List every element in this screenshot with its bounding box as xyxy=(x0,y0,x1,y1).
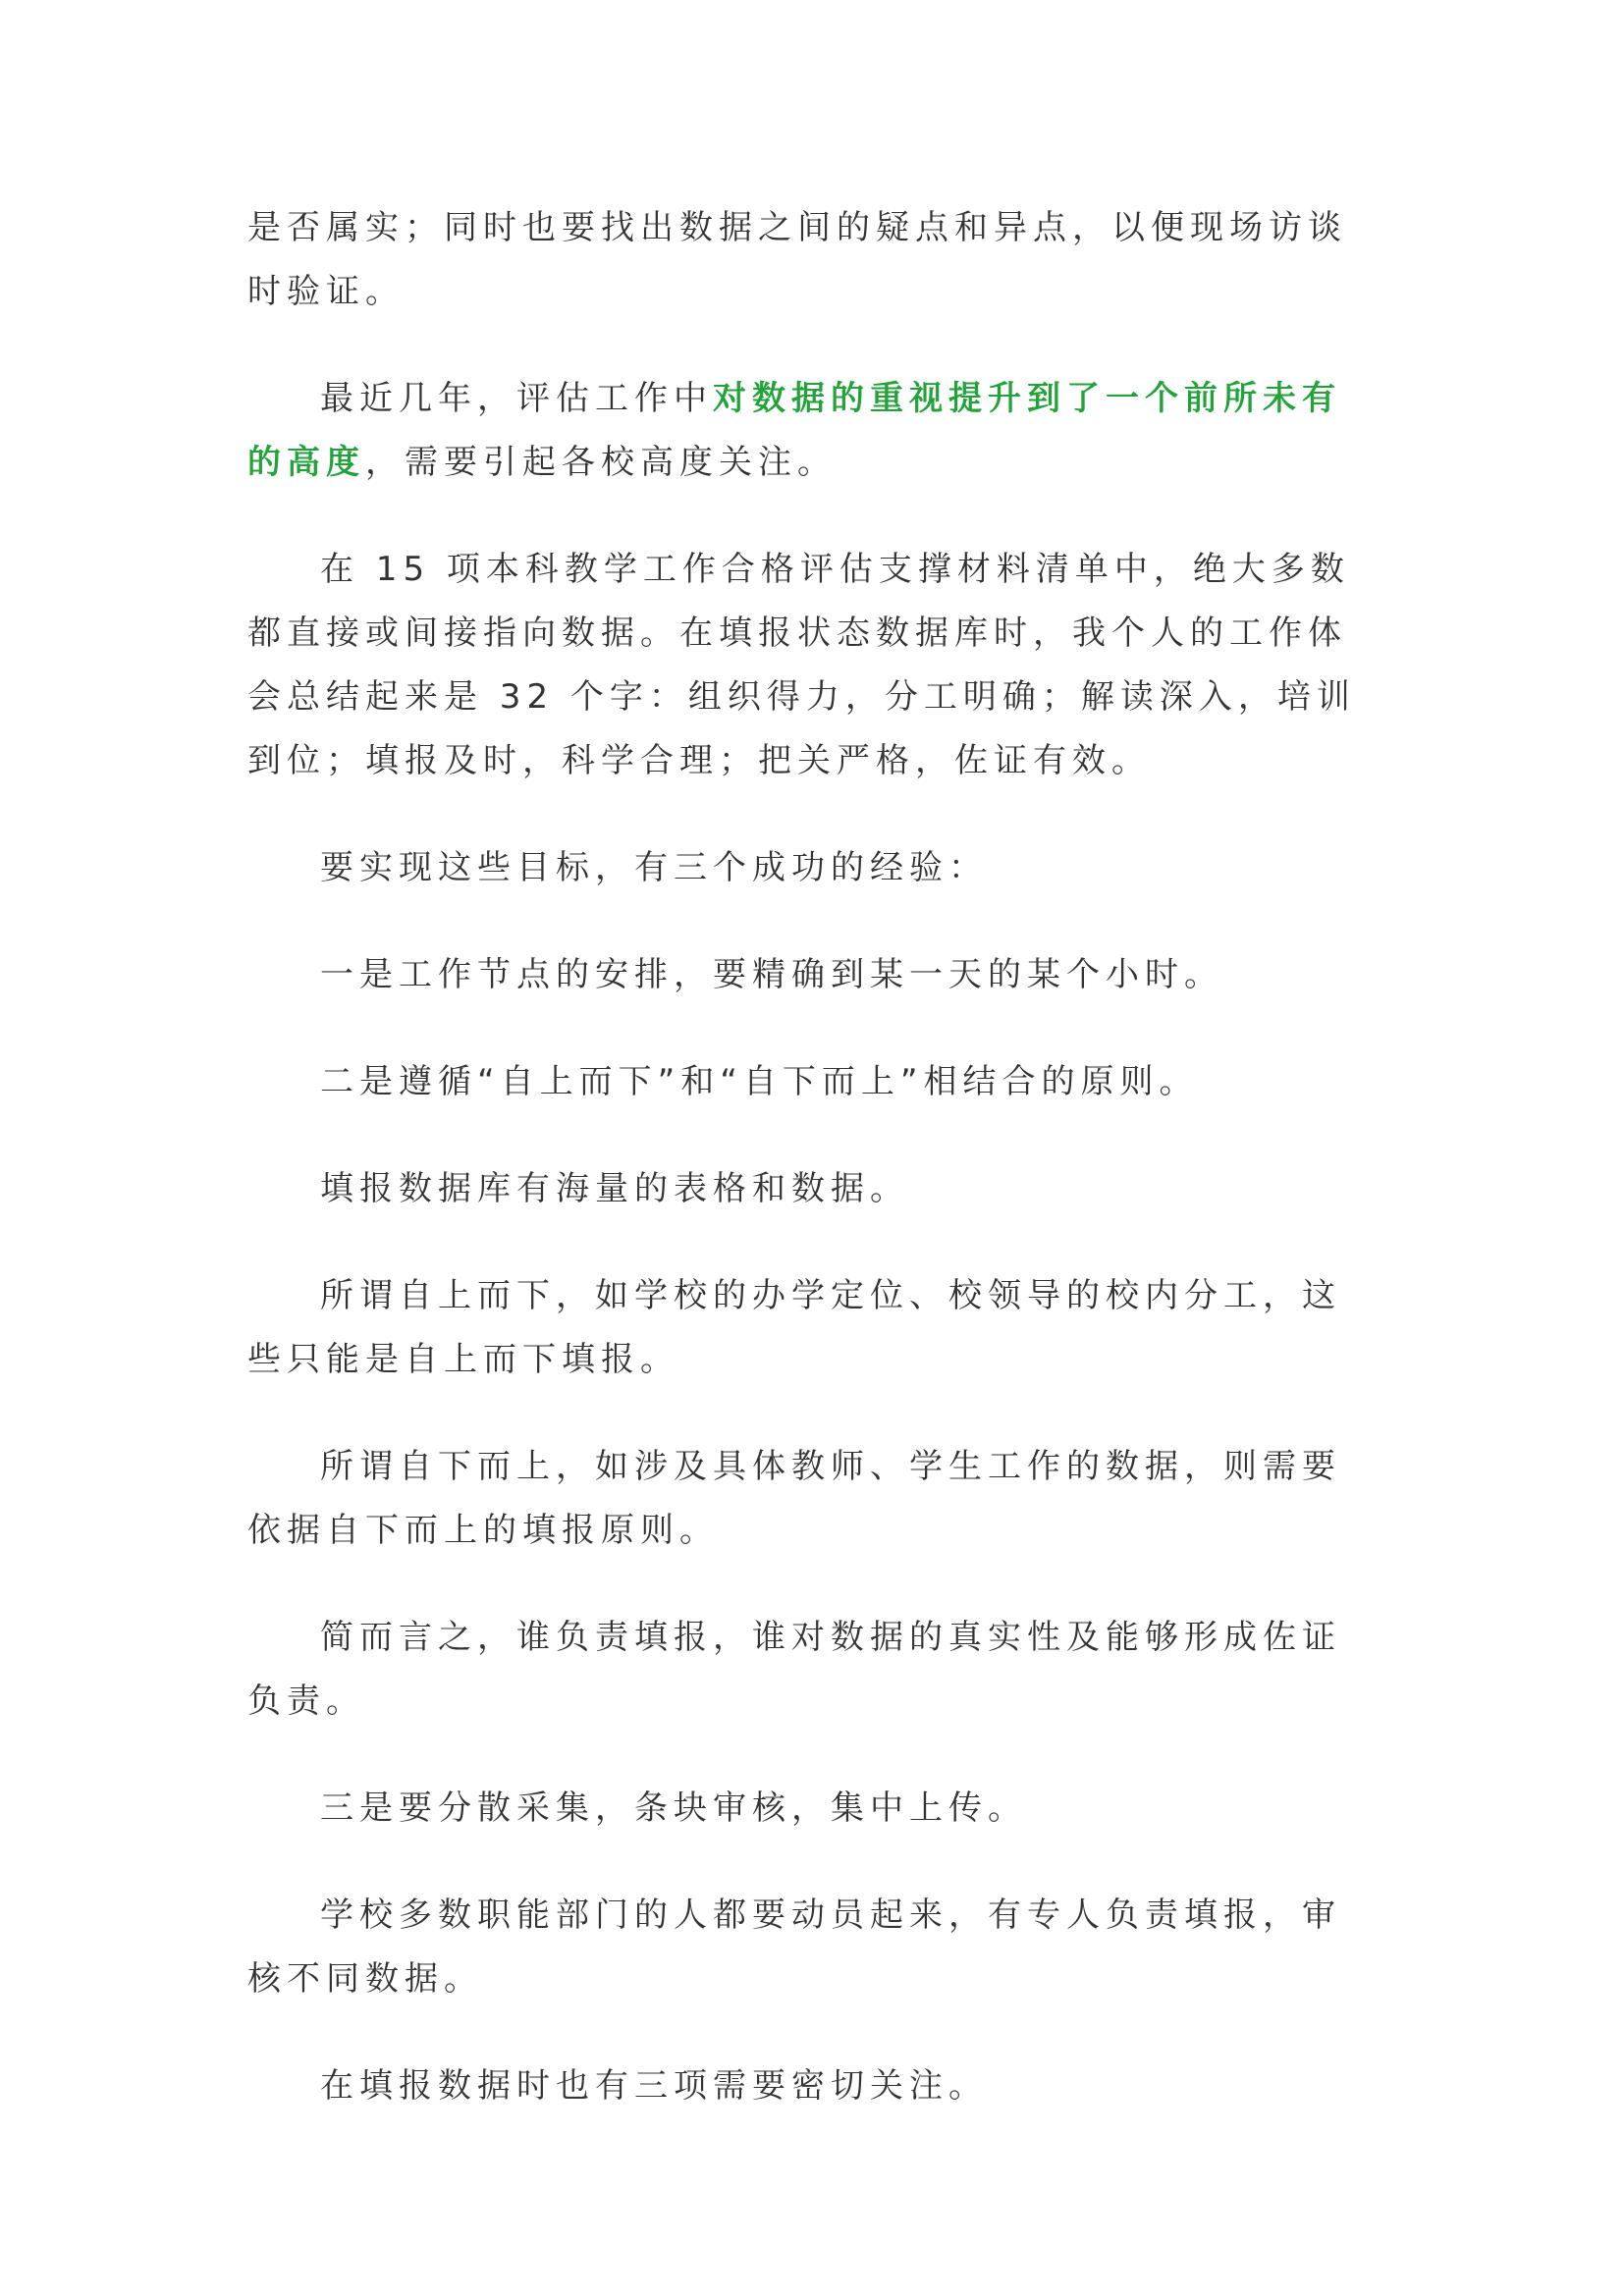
paragraph-9: 所谓自下而上，如涉及具体教师、学生工作的数据，则需要依据自下而上的填报原则。 xyxy=(247,1447,1341,1550)
paragraph-10: 简而言之，谁负责填报，谁对数据的真实性及能够形成佐证负责。 xyxy=(247,1618,1341,1721)
paragraph-2 xyxy=(247,367,1375,495)
paragraph-2-tail: ，需要引起各校高度关注。 xyxy=(365,443,837,482)
paragraph-2-lead: 最近几年，评估工作中 xyxy=(320,379,713,418)
paragraph-8: 所谓自上而下，如学校的办学定位、校领导的校内分工，这些只能是自上而下填报。 xyxy=(247,1276,1341,1379)
paragraph-11: 三是要分散采集，条块审核，集中上传。 xyxy=(320,1789,1027,1828)
paragraph-4: 要实现这些目标，有三个成功的经验： xyxy=(320,848,988,887)
paragraph-6: 二是遵循“自上而下”和“自下而上”相结合的原则。 xyxy=(320,1062,1199,1101)
paragraph-13: 在填报数据时也有三项需要密切关注。 xyxy=(320,2066,988,2106)
paragraph-5: 一是工作节点的安排，要精确到某一天的某个小时。 xyxy=(320,955,1223,994)
highlighted-phrase: 对数据的重视提升到了一个前所未有的高度 xyxy=(247,379,1341,482)
paragraph-1: 是否属实；同时也要找出数据之间的疑点和异点，以便现场访谈时验证。 xyxy=(247,208,1347,311)
paragraph-12: 学校多数职能部门的人都要动员起来，有专人负责填报，审核不同数据。 xyxy=(247,1896,1341,1999)
paragraph-7: 填报数据库有海量的表格和数据。 xyxy=(320,1169,909,1208)
paragraph-3: 在 15 项本科教学工作合格评估支撑材料清单中，绝大多数都直接或间接指向数据。在填报状态数据库时，我个人的工作体会总结起来是 32 个字：组织得力，分工明确；解读深入，培训到位；填报及时，科学合理；把关严格，佐证有效。 xyxy=(247,550,1356,780)
article-body xyxy=(247,196,1375,2162)
